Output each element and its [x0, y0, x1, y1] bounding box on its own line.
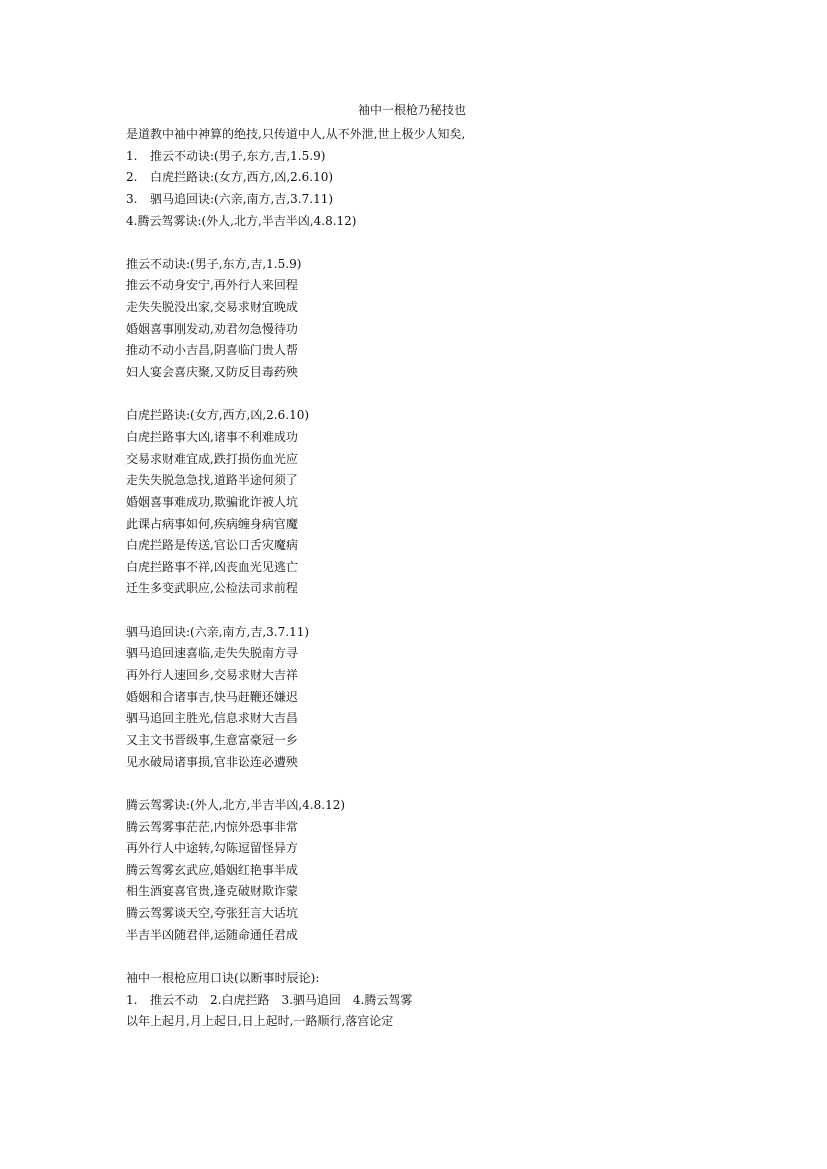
usage-list	[126, 990, 746, 1012]
blank-line	[126, 946, 746, 968]
section-heading-tuiyun: 推云不动诀:(男子,东方,吉,1.5.9)	[126, 256, 302, 271]
overview-item-1	[126, 146, 746, 168]
overview-item-text: 白虎拦路诀:(女方,西方,凶,2.6.10)	[150, 170, 334, 185]
overview-item-3	[126, 189, 746, 211]
blank-line	[126, 384, 746, 406]
page-title: 袖中一根枪乃秘技也	[358, 103, 467, 117]
section-heading-baihu: 白虎拦路诀:(女方,西方,凶,2.6.10)	[126, 408, 310, 423]
verse-line: 走失失脱急急找,道路半途何须了	[126, 473, 298, 488]
verse-line: 驷马追回速喜临,走失失脱南方寻	[126, 646, 298, 661]
overview-item-number: 3.	[126, 191, 138, 206]
intro-line: 是道教中袖中神算的绝技,只传道中人,从不外泄,世上极少人知矣,	[126, 127, 466, 141]
section-heading-sima: 驷马追回诀:(六亲,南方,吉,3.7.11)	[126, 624, 310, 639]
verse-line: 腾云驾雾谈天空,夸张狂言大话坑	[126, 906, 298, 921]
overview-item-number: 2.	[126, 170, 138, 185]
verse-line: 驷马追回主胜光,信息求财大吉昌	[126, 711, 298, 726]
verse-line: 妇人宴会喜庆聚,又防反目毒药殃	[126, 365, 298, 380]
verse-line: 白虎拦路事不祥,凶丧血光见逃亡	[126, 559, 298, 574]
usage-heading: 袖中一根枪应用口诀(以断事时辰论):	[126, 970, 320, 985]
verse-line: 腾云驾雾事茫茫,内惊外恐事非常	[126, 819, 298, 834]
usage-rule: 以年上起月,月上起日,日上起时,一路顺行,落宫论定	[126, 1014, 394, 1029]
blank-line	[126, 773, 746, 795]
overview-item-2	[126, 167, 746, 189]
verse-line: 再外行人速回乡,交易求财大吉祥	[126, 668, 298, 683]
overview-item-text: 驷马追回诀:(六亲,南方,吉,3.7.11)	[150, 191, 334, 206]
verse-line: 迁生多变武职应,公检法司求前程	[126, 581, 298, 596]
blank-line	[126, 232, 746, 254]
verse-line: 婚姻和合诸事吉,快马赶鞭还嫌迟	[126, 689, 298, 704]
verse-line: 走失失脱没出家,交易求财宜晚成	[126, 300, 298, 315]
verse-line: 此课占病事如何,疾病缠身病官魔	[126, 516, 298, 531]
verse-line: 白虎拦路是传送,官讼口舌灾魔病	[126, 538, 298, 553]
verse-line: 又主文书晋级事,生意富豪冠一乡	[126, 732, 298, 747]
usage-list-number: 1.	[126, 992, 138, 1007]
verse-line: 相生酒宴喜官贵,逢克破财欺诈蒙	[126, 884, 298, 899]
usage-list-text: 推云不动 2.白虎拦路 3.驷马追回 4.腾云驾雾	[150, 992, 413, 1007]
verse-line: 交易求财难宜成,跌打损伤血光应	[126, 451, 298, 466]
verse-line: 见水破局诸事损,官非讼连必遭殃	[126, 754, 298, 769]
verse-line: 婚姻喜事难成功,欺骗讹诈被人坑	[126, 494, 298, 509]
overview-item-number: 1.	[126, 148, 138, 163]
document-body	[126, 124, 746, 1033]
blank-line	[126, 600, 746, 622]
verse-line: 半吉半凶随君伴,运随命通任君成	[126, 927, 298, 942]
verse-line: 婚姻喜事刚发动,劝君勿急慢待功	[126, 321, 298, 336]
verse-line: 推云不动身安宁,再外行人来回程	[126, 278, 298, 293]
section-heading-tengyun: 腾云驾雾诀:(外人,北方,半吉半凶,4.8.12)	[126, 797, 346, 812]
verse-line: 白虎拦路事大凶,诸事不利难成功	[126, 429, 298, 444]
overview-item-4: 4.腾云驾雾诀:(外人,北方,半吉半凶,4.8.12)	[126, 213, 357, 228]
verse-line: 推动不动小吉昌,阴喜临门贵人帮	[126, 343, 298, 358]
verse-line: 腾云驾雾玄武应,婚姻红艳事半成	[126, 862, 298, 877]
verse-line: 再外行人中途转,勾陈逗留怪异方	[126, 841, 298, 856]
overview-item-text: 推云不动诀:(男子,东方,吉,1.5.9)	[150, 148, 326, 163]
